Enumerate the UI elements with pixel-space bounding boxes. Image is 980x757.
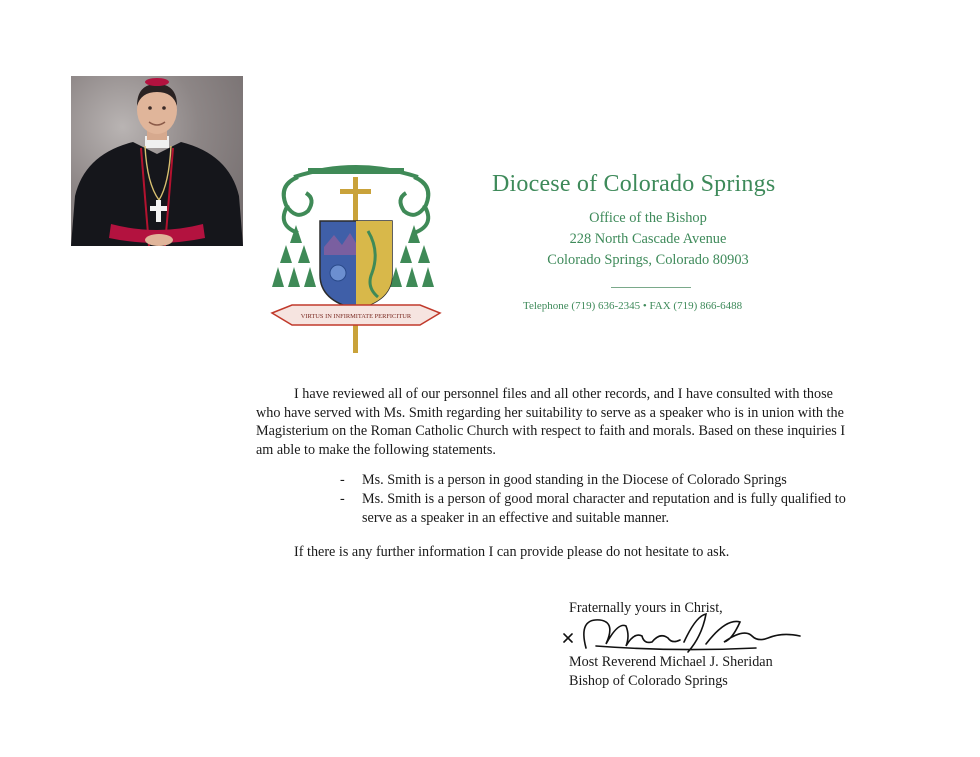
bishop-figure-illustration xyxy=(71,76,243,246)
city-line: Colorado Springs, Colorado 80903 xyxy=(547,252,749,268)
statement-list xyxy=(256,471,846,527)
signer-block xyxy=(569,653,773,690)
valediction: Fraternally yours in Christ, xyxy=(569,600,723,616)
letterhead-divider xyxy=(611,287,691,288)
statement-text: Ms. Smith is a person in good standing in the Diocese of Colorado Springs xyxy=(362,472,787,489)
bishop-portrait xyxy=(71,76,243,246)
body-paragraph: I have reviewed all of our personnel files and all other records, and I have consulted with those who have served with Ms. Smith regarding her suitability to serve as a speaker who is in union with the Magisterium on the Roman Catholic Church with respect to faith and morals. Based on these inquiries I am able to make the following statements. xyxy=(256,386,846,458)
bullet-dash: - xyxy=(340,490,345,507)
contact-line: Telephone (719) 636-2345 • FAX (719) 866-6488 xyxy=(523,300,743,312)
statement-text: Ms. Smith is a person of good moral character and reputation and is fully qualified to serve as a speaker in an effective and suitable manner. xyxy=(362,490,846,526)
signer-title: Bishop of Colorado Springs xyxy=(569,672,728,689)
bullet-dash: - xyxy=(340,472,345,489)
diocese-title: Diocese of Colorado Springs xyxy=(492,171,776,197)
signer-name: Most Reverend Michael J. Sheridan xyxy=(569,654,773,670)
statement-item xyxy=(340,471,846,490)
closing-line: If there is any further information I can provide please do not hesitate to ask. xyxy=(294,544,730,561)
statement-item xyxy=(340,490,846,527)
coat-of-arms-crest xyxy=(268,155,443,353)
crest-motto: VIRTUS IN INFIRMITATE PERFICITUR xyxy=(300,313,412,320)
office-line: Office of the Bishop xyxy=(589,210,707,226)
handwritten-signature xyxy=(556,612,806,656)
letterhead-address xyxy=(518,208,778,271)
letter-body xyxy=(256,385,846,562)
street-line: 228 North Cascade Avenue xyxy=(569,231,727,247)
